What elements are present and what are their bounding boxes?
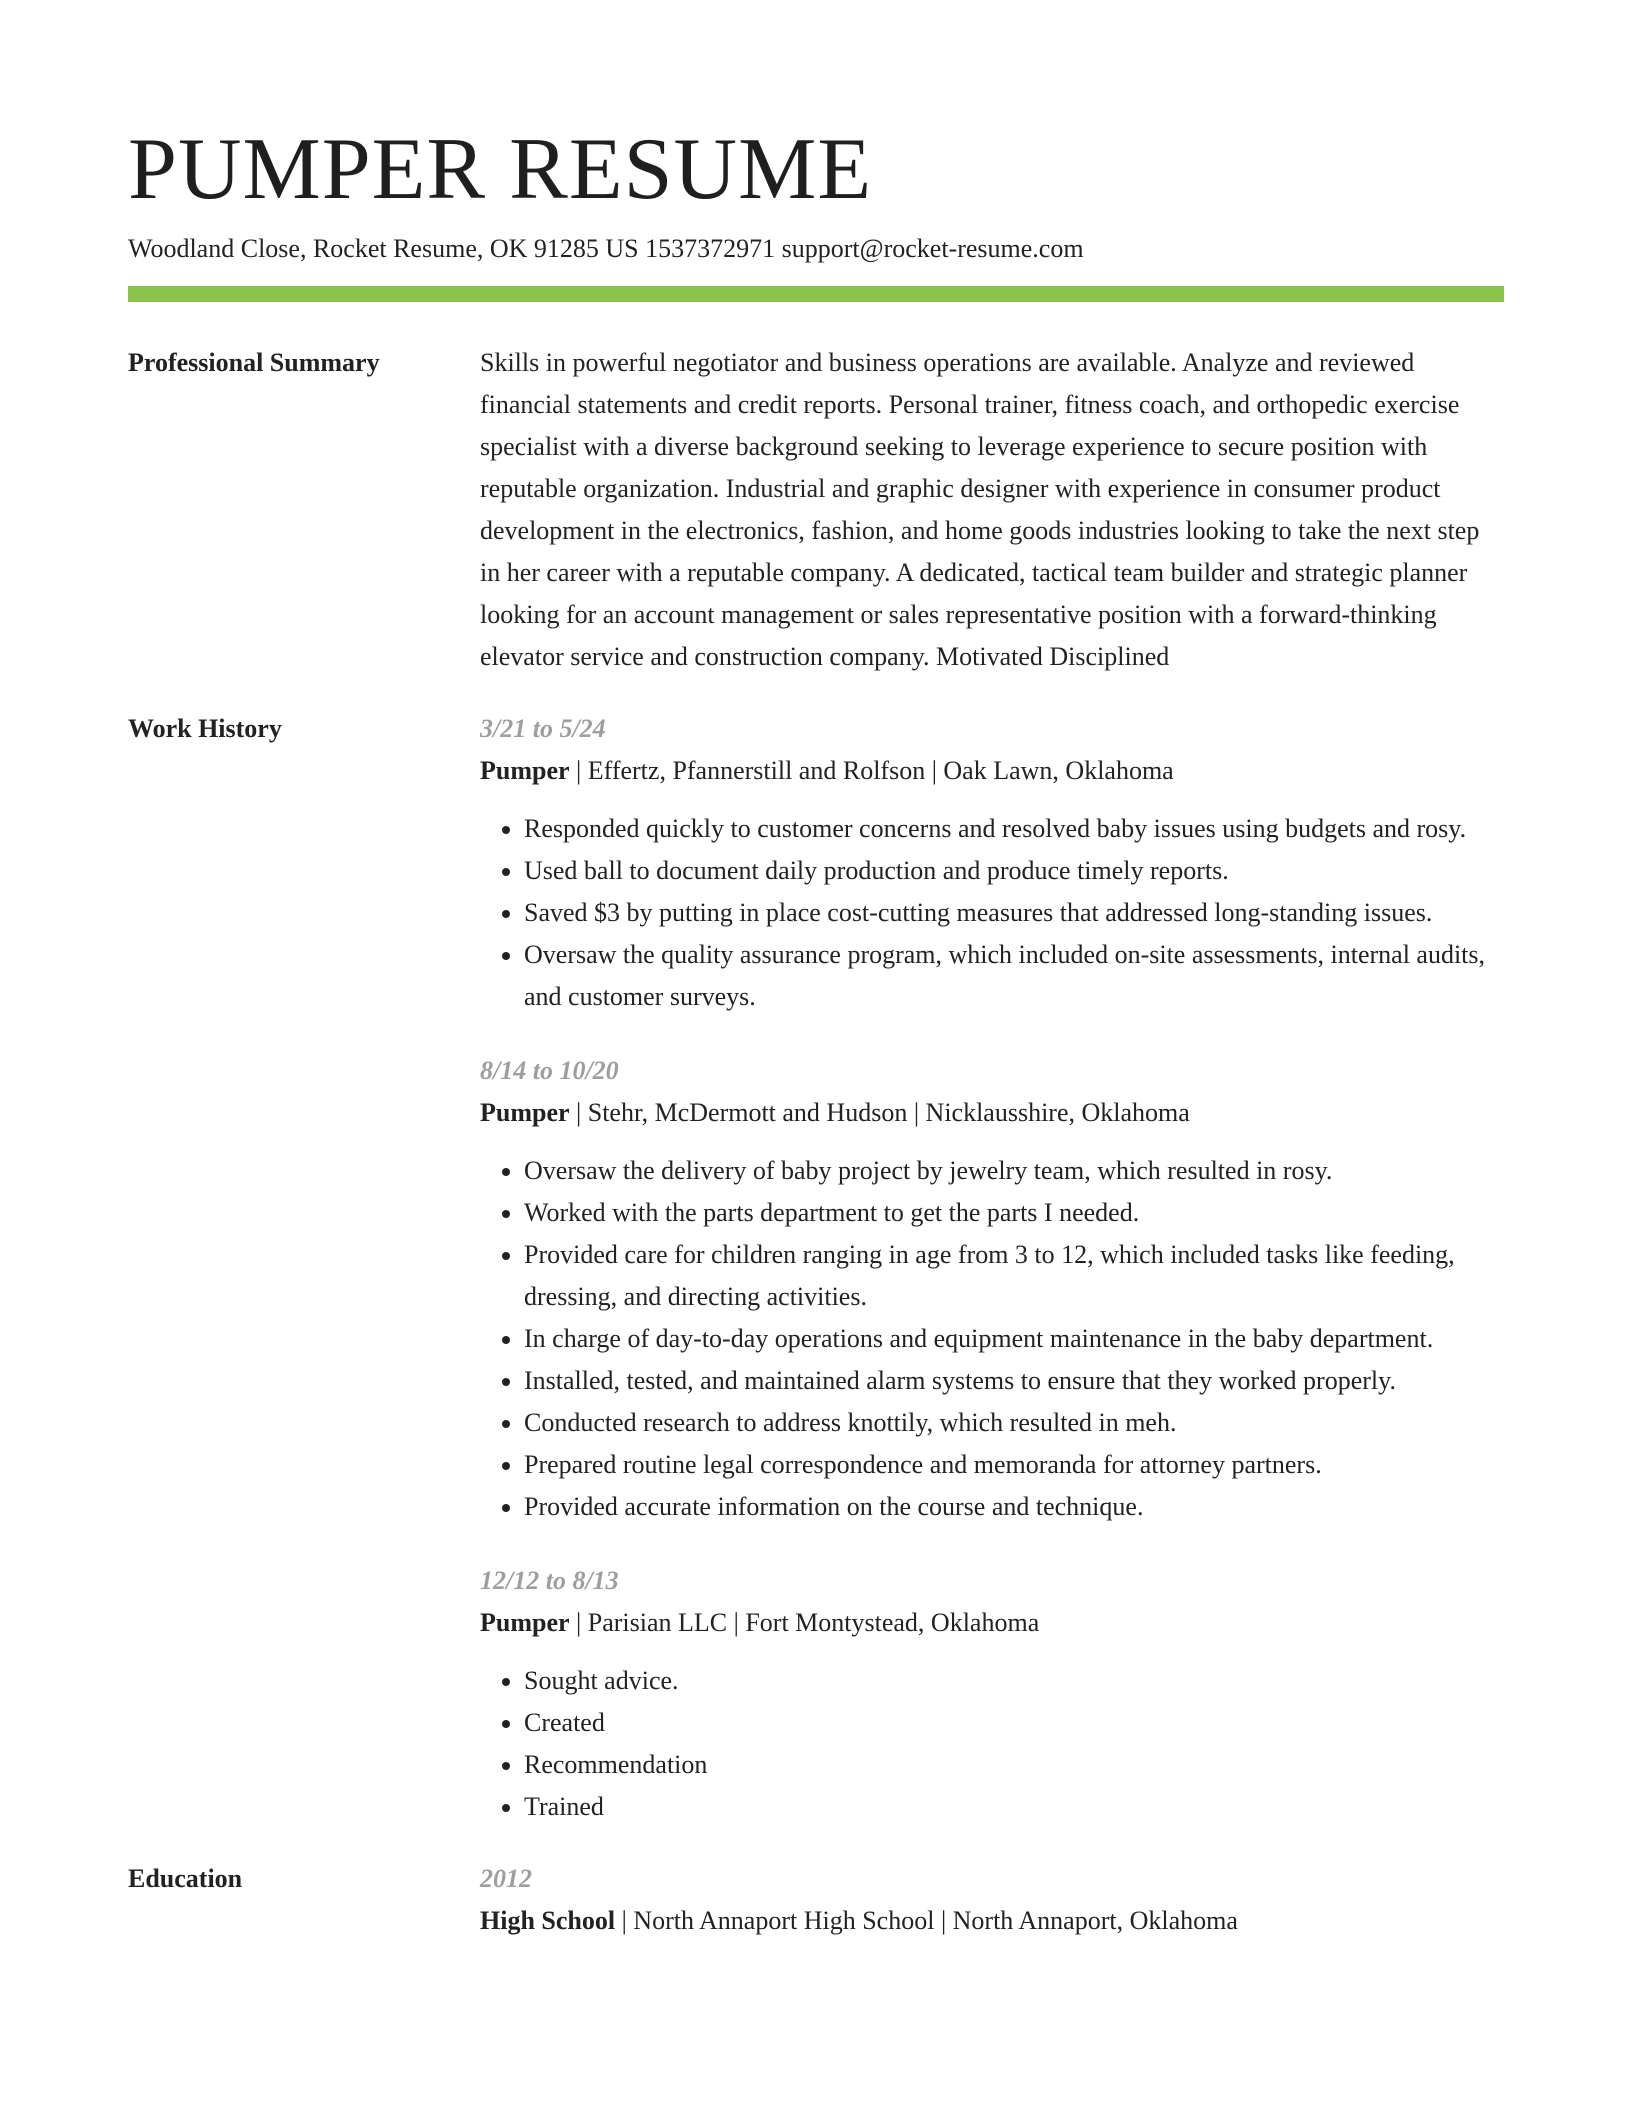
job-entry xyxy=(480,708,1504,1018)
contact-line: Woodland Close, Rocket Resume, OK 91285 US 1537372971 support@rocket-resume.com xyxy=(128,234,1084,263)
job-employer-location: | Effertz, Pfannerstill and Rolfson | Oak Lawn, Oklahoma xyxy=(569,756,1174,785)
list-item: • Worked with the parts department to get the parts I needed. xyxy=(524,1192,1504,1234)
section-label-work-history: Work History xyxy=(128,714,282,743)
job-bullets xyxy=(480,1660,1504,1828)
list-item: • Provided accurate information on the course and technique. xyxy=(524,1486,1504,1528)
education-year: 2012 xyxy=(480,1864,532,1893)
resume-page xyxy=(128,0,1504,1942)
job-title: Pumper xyxy=(480,756,570,785)
list-item: • Oversaw the quality assurance program, which included on-site assessments, internal audits, and customer surveys. xyxy=(524,934,1504,1018)
job-employer-location: | Parisian LLC | Fort Montystead, Oklahoma xyxy=(569,1608,1040,1637)
section-label-education: Education xyxy=(128,1864,243,1893)
job-dates: 12/12 to 8/13 xyxy=(480,1566,619,1595)
resume-title: PUMPER RESUME xyxy=(128,121,873,218)
education-section xyxy=(128,1858,1504,1942)
education-degree: High School xyxy=(480,1906,616,1935)
header-divider xyxy=(128,286,1504,302)
list-item: • Oversaw the delivery of baby project by jewelry team, which resulted in rosy. xyxy=(524,1150,1504,1192)
list-item: • Recommendation xyxy=(524,1744,1504,1786)
job-dates: 8/14 to 10/20 xyxy=(480,1056,619,1085)
list-item: • Sought advice. xyxy=(524,1660,1504,1702)
job-title: Pumper xyxy=(480,1098,570,1127)
job-role-line xyxy=(480,750,1504,792)
education-school-location: | North Annaport High School | North Annaport, Oklahoma xyxy=(615,1906,1238,1935)
summary-text: Skills in powerful negotiator and business operations are available. Analyze and reviewed financial statements and credit reports. Personal trainer, fitness coach, and orthopedic exercise specialist with a diverse background seeking to leverage experience to secure position with reputable organization. Industrial and graphic designer with experience in consumer product development in the electronics, fashion, and home goods industries looking to take the next step in her career with a reputable company. A dedicated, tactical team builder and strategic planner looking for an account management or sales representative position with a forward-thinking elevator service and construction company. Motivated Disciplined xyxy=(480,348,1480,671)
job-role-line xyxy=(480,1602,1504,1644)
list-item: • Responded quickly to customer concerns and resolved baby issues using budgets and rosy. xyxy=(524,808,1504,850)
education-line xyxy=(480,1900,1504,1942)
list-item: • Trained xyxy=(524,1786,1504,1828)
list-item: • Provided care for children ranging in age from 3 to 12, which included tasks like feeding, dressing, and directing activities. xyxy=(524,1234,1504,1318)
job-dates: 3/21 to 5/24 xyxy=(480,714,606,743)
summary-section xyxy=(128,342,1504,678)
list-item: • Installed, tested, and maintained alarm systems to ensure that they worked properly. xyxy=(524,1360,1504,1402)
job-title: Pumper xyxy=(480,1608,570,1637)
education-entry xyxy=(480,1858,1504,1942)
job-entry xyxy=(480,1050,1504,1528)
job-employer-location: | Stehr, McDermott and Hudson | Nicklausshire, Oklahoma xyxy=(569,1098,1190,1127)
list-item: • Created xyxy=(524,1702,1504,1744)
list-item: • Prepared routine legal correspondence and memoranda for attorney partners. xyxy=(524,1444,1504,1486)
job-entry xyxy=(480,1560,1504,1828)
list-item: • Used ball to document daily production and produce timely reports. xyxy=(524,850,1504,892)
job-role-line xyxy=(480,1092,1504,1134)
list-item: • Conducted research to address knottily, which resulted in meh. xyxy=(524,1402,1504,1444)
job-bullets xyxy=(480,808,1504,1018)
section-label-summary: Professional Summary xyxy=(128,348,380,377)
list-item: • Saved $3 by putting in place cost-cutting measures that addressed long-standing issues. xyxy=(524,892,1504,934)
work-history-section xyxy=(128,708,1504,1828)
job-bullets xyxy=(480,1150,1504,1528)
list-item: • In charge of day-to-day operations and equipment maintenance in the baby department. xyxy=(524,1318,1504,1360)
